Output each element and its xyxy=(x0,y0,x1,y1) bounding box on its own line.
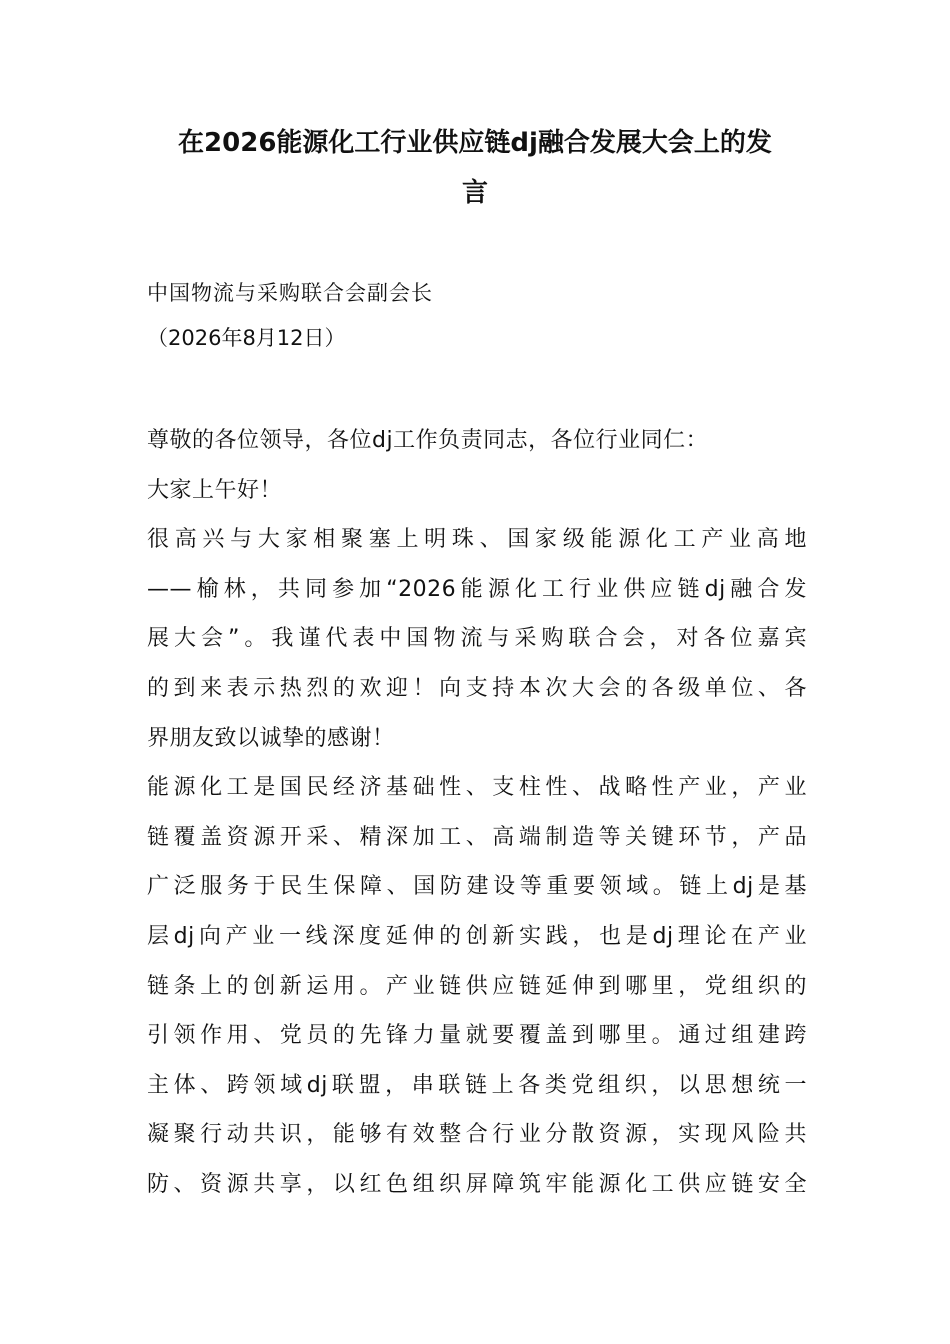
body-line: 链覆盖资源开采、精深加工、高端制造等关键环节，产品 xyxy=(147,824,807,850)
body-line: 防、资源共享，以红色组织屏障筑牢能源化工供应链安全 xyxy=(147,1171,807,1197)
body-line: 界朋友致以诚挚的感谢！ xyxy=(147,725,395,751)
body-line: 广泛服务于民生保障、国防建设等重要领域。链上dj是基 xyxy=(147,874,807,900)
body-line: 很高兴与大家相聚塞上明珠、国家级能源化工产业高地 xyxy=(147,527,807,553)
title-line-1: 在2026能源化工行业供应链dj融合发展大会上的发 xyxy=(178,128,772,158)
body-line-hello: 大家上午好！ xyxy=(147,477,283,503)
body-line-greeting: 尊敬的各位领导，各位dj工作负责同志，各位行业同仁： xyxy=(147,428,709,453)
body-line: 主体、跨领域dj联盟，串联链上各类党组织，以思想统一 xyxy=(147,1072,807,1098)
speech-date: （2026年8月12日） xyxy=(147,326,346,350)
body-line: 展大会”。我谨代表中国物流与采购联合会，对各位嘉宾 xyxy=(147,626,807,652)
body-line: 链条上的创新运用。产业链供应链延伸到哪里，党组织的 xyxy=(147,973,807,999)
body-line: ——榆林，共同参加“2026能源化工行业供应链dj融合发 xyxy=(147,576,807,602)
document-title xyxy=(140,118,810,218)
body-line: 能源化工是国民经济基础性、支柱性、战略性产业，产业 xyxy=(147,775,807,801)
speech-body xyxy=(147,423,807,1217)
body-line: 凝聚行动共识，能够有效整合行业分散资源，实现风险共 xyxy=(147,1122,807,1148)
body-line: 层dj向产业一线深度延伸的创新实践，也是dj理论在产业 xyxy=(147,923,807,949)
body-line: 的到来表示热烈的欢迎！向支持本次大会的各级单位、各 xyxy=(147,675,807,701)
speaker-byline: 中国物流与采购联合会副会长 xyxy=(147,281,433,305)
body-line: 引领作用、党员的先锋力量就要覆盖到哪里。通过组建跨 xyxy=(147,1023,807,1049)
title-line-2: 言 xyxy=(461,178,488,208)
